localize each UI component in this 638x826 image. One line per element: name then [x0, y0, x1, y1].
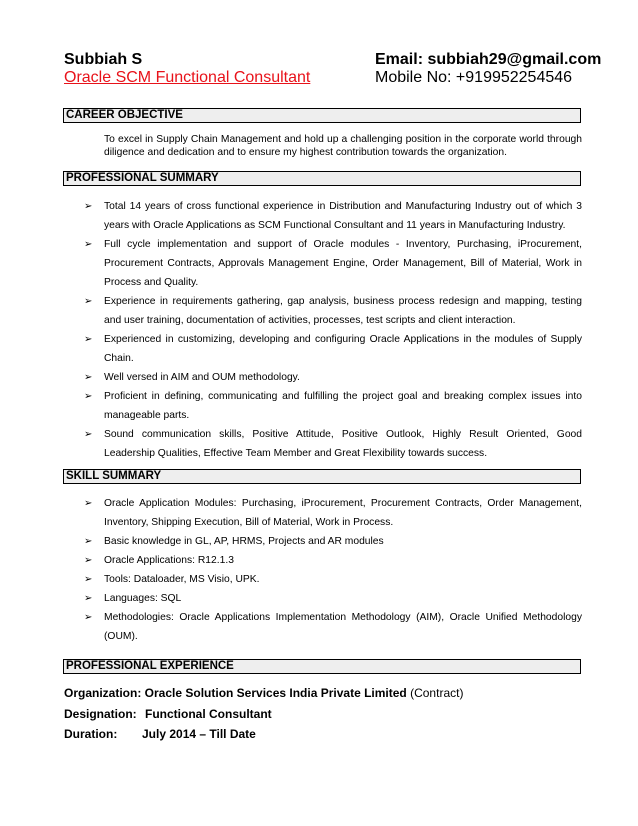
arrow-bullet-icon: ➢ [84, 334, 93, 345]
section-professional-experience [63, 659, 581, 674]
section-underline [64, 122, 184, 123]
section-professional-summary [63, 171, 581, 186]
objective-text: To excel in Supply Chain Management and hold up a challenging position in the corporate world through diligence and dedication and to ensure my highest contribution towards the organization. [104, 134, 582, 158]
arrow-bullet-icon: ➢ [84, 574, 93, 585]
section-title: PROFESSIONAL EXPERIENCE [66, 660, 234, 672]
section-title: CAREER OBJECTIVE [66, 109, 183, 121]
list-item-text: Experience in requirements gathering, gap analysis, business process redesign and mapping, testing and user training, documentation of activities, processes, test scripts and client interaction. [104, 296, 582, 326]
arrow-bullet-icon: ➢ [84, 612, 93, 623]
experience-duration [64, 727, 256, 741]
candidate-name: Subbiah S [64, 51, 143, 68]
experience-designation [64, 707, 272, 721]
list-item [84, 387, 582, 425]
list-item-text: Oracle Applications: R12.1.3 [104, 555, 234, 566]
section-underline [64, 185, 220, 186]
list-item-text: Basic knowledge in GL, AP, HRMS, Projects and AR modules [104, 536, 384, 547]
organization-note: (Contract) [406, 686, 464, 700]
list-item [84, 292, 582, 330]
list-item-text: Proficient in defining, communicating and fulfilling the project goal and breaking complex issues into manageable parts. [104, 391, 582, 421]
skills-list [84, 494, 582, 646]
arrow-bullet-icon: ➢ [84, 593, 93, 604]
list-item [84, 589, 582, 608]
section-career-objective [63, 108, 581, 123]
section-title: SKILL SUMMARY [66, 470, 162, 482]
contact-email: Email: subbiah29@gmail.com [375, 51, 602, 68]
duration-value: July 2014 – Till Date [142, 727, 256, 741]
list-item-text: Total 14 years of cross functional experience in Distribution and Manufacturing Industry out of which 3 years with Oracle Applications as SCM Functional Consultant and 11 years in Manufacturing Industry. [104, 201, 582, 231]
arrow-bullet-icon: ➢ [84, 555, 93, 566]
list-item [84, 494, 582, 532]
organization-label: Organization: Oracle Solution Services India Private Limited [64, 686, 407, 700]
list-item [84, 551, 582, 570]
arrow-bullet-icon: ➢ [84, 391, 93, 402]
list-item-text: Methodologies: Oracle Applications Implementation Methodology (AIM), Oracle Unified Methodology (OUM). [104, 612, 582, 642]
list-item-text: Sound communication skills, Positive Attitude, Positive Outlook, Highly Result Oriented, Good Leadership Qualities, Effective Team Member and Great Flexibility towards success. [104, 429, 582, 459]
section-underline [64, 483, 162, 484]
list-item-text: Well versed in AIM and OUM methodology. [104, 372, 300, 383]
list-item [84, 425, 582, 463]
section-title: PROFESSIONAL SUMMARY [66, 172, 219, 184]
arrow-bullet-icon: ➢ [84, 536, 93, 547]
list-item-text: Experienced in customizing, developing and configuring Oracle Applications in the modules of Supply Chain. [104, 334, 582, 364]
section-skill-summary [63, 469, 581, 484]
experience-organization [64, 686, 463, 700]
candidate-role: Oracle SCM Functional Consultant [64, 69, 311, 86]
list-item [84, 532, 582, 551]
list-item [84, 197, 582, 235]
arrow-bullet-icon: ➢ [84, 201, 93, 212]
list-item [84, 608, 582, 646]
list-item-text: Full cycle implementation and support of Oracle modules - Inventory, Purchasing, iProcurement, Procurement Contracts, Approvals Management Engine, Order Management, Bill of Material, Work in Process and Quality. [104, 239, 582, 288]
list-item-text: Tools: Dataloader, MS Visio, UPK. [104, 574, 260, 585]
duration-label: Duration: [64, 727, 118, 741]
arrow-bullet-icon: ➢ [84, 498, 93, 509]
list-item [84, 235, 582, 292]
list-item-text: Languages: SQL [104, 593, 182, 604]
list-item [84, 368, 582, 387]
summary-list [84, 197, 582, 463]
arrow-bullet-icon: ➢ [84, 296, 93, 307]
list-item [84, 570, 582, 589]
designation-value: Functional Consultant [145, 707, 272, 721]
arrow-bullet-icon: ➢ [84, 429, 93, 440]
section-underline [64, 673, 240, 674]
list-item [84, 330, 582, 368]
contact-mobile: Mobile No: +919952254546 [375, 69, 573, 86]
list-item-text: Oracle Application Modules: Purchasing, iProcurement, Procurement Contracts, Order Management, Inventory, Shipping Execution, Bill of Material, Work in Process. [104, 498, 582, 528]
designation-label: Designation: [64, 707, 137, 721]
arrow-bullet-icon: ➢ [84, 372, 93, 383]
arrow-bullet-icon: ➢ [84, 239, 93, 250]
